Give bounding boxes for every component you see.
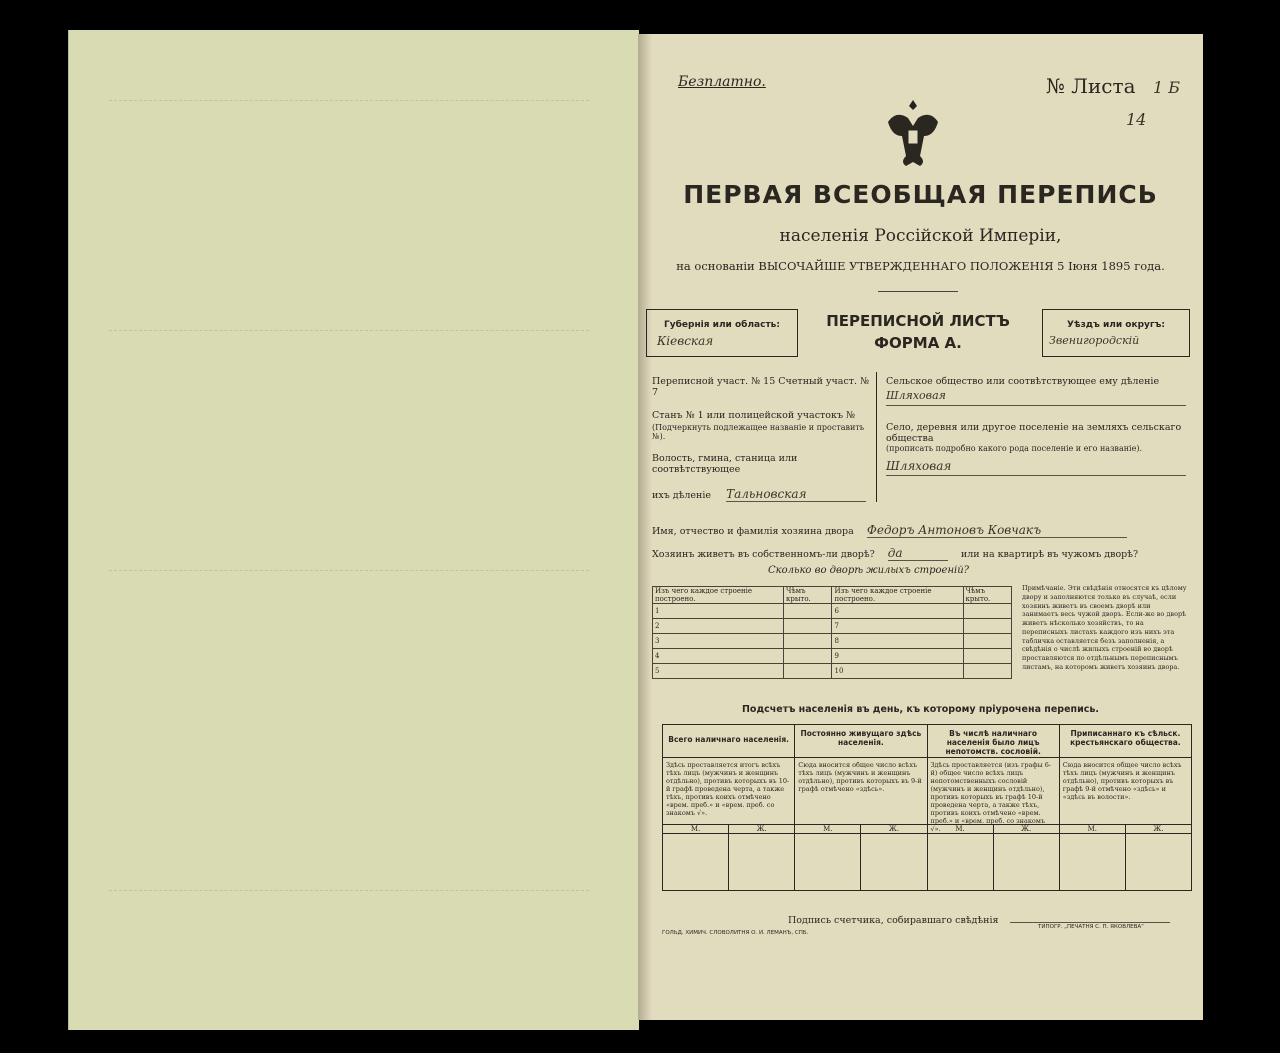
male-label: М. (663, 825, 729, 833)
buildings-row-number: 6 (832, 604, 963, 619)
buildings-row-number: 5 (653, 664, 784, 679)
count-col-desc: Сюда вносится общее число всѣхъ тѣхъ лицъ (мужчинъ и женщинъ отдѣльно), противъ которыхъ въ 9-й графѣ отмѣчено «здѣсь». (798, 761, 922, 793)
buildings-row-number: 3 (653, 634, 784, 649)
buildings-row-number: 9 (832, 649, 963, 664)
buildings-label: Сколько во дворѣ жилыхъ строеній? (768, 565, 970, 576)
census-form-page (638, 34, 1203, 1020)
village-value: Шляховая (886, 459, 1186, 476)
signature-label: Подпись счетчика, собиравшаго свѣдѣнія (788, 915, 999, 926)
count-col-header: Постоянно живущаго здѣсь населенія. (795, 725, 926, 758)
district-line: Переписной участ. № 15 Счетный участ. № 7 (652, 376, 870, 398)
lives-value: да (888, 546, 948, 561)
buildings-row-number: 2 (653, 619, 784, 634)
census-main-title: ПЕРВАЯ ВСЕОБЩАЯ ПЕРЕПИСЬ (683, 180, 1158, 209)
community-label: Сельское общество или соотвѣтствующее ему дѣленіе (886, 376, 1160, 387)
count-col-permanent (795, 725, 927, 890)
buildings-header: Чѣмъ крыто. (784, 587, 832, 604)
count-title: Подсчетъ населенія въ день, къ которому пріурочена перепись. (741, 704, 1100, 715)
count-col-nonhereditary (928, 725, 1060, 890)
count-col-desc: Здѣсь проставляется итогъ всѣхъ тѣхъ лицъ (мужчинъ и женщинъ отдѣльно), противъ которыхъ въ 10-й графѣ проведена черта, а также тѣхъ, противъ коихъ отмѣчено «врем. преб.» и «врем. преб. со знакомъ √». (666, 761, 790, 817)
village-note: (прописать подробно какого рода поселеніе и его названіе). (886, 444, 1142, 453)
male-label: М. (928, 825, 994, 833)
printer-left: ГОЛЬД. ХИМИЧ. СЛОВОЛИТНЯ О. И. ЛЕМАНЪ, СПБ. (662, 930, 809, 936)
volost-value: Тальновская (726, 487, 866, 502)
community-value: Шляховая (886, 389, 1186, 406)
form-title: ФОРМА А. (874, 334, 962, 352)
buildings-row-number: 10 (832, 664, 963, 679)
female-label: Ж. (888, 825, 899, 833)
count-col-desc: Здѣсь проставляется (изъ графы 6-й) общее число всѣхъ лицъ непотомственныхъ сословій (мужчинъ и женщинъ отдѣльно), противъ которыхъ въ графѣ 10-й проведена черта, а также тѣхъ, противъ коихъ отмѣчено «врем. преб.» и «врем. преб. со знакомъ √». (930, 761, 1052, 833)
owner-row (652, 519, 1187, 538)
count-col-header: Въ числѣ наличнаго населенія было лицъ непотомств. сословій. (928, 725, 1059, 758)
female-label: Ж. (1021, 825, 1032, 833)
male-label: М. (795, 825, 861, 833)
signature-line (1010, 922, 1170, 923)
buildings-row-number: 4 (653, 649, 784, 664)
district-box (1042, 309, 1190, 357)
count-col-header: Приписаннаго къ сѣльск. крестьянскаго общества. (1060, 725, 1191, 758)
buildings-table (652, 586, 1012, 679)
buildings-header: Изъ чего каждое строеніе построено. (653, 587, 784, 604)
stan-line: Станъ № 1 или полицейской участокъ № (652, 410, 856, 421)
buildings-note: Примѣчаніе. Эти свѣдѣнія относятся къ цѣлому двору и заполняются только въ случаѣ, если хозяинъ живетъ въ своемъ дворѣ или занимаетъ весь чужой дворъ. Если-же во дворѣ живетъ нѣсколько хозяйствъ, то на переписныхъ листахъ каждого изъ нихъ эта табличка оставляется безъ заполненія, а свѣдѣнія о числѣ жилыхъ строеній во дворѣ проставляются по отдѣльнымъ переписнымъ листамъ, на которомъ живетъ хозяинъ двора. (1022, 584, 1187, 671)
volost-line: Волость, гмина, станица или соотвѣтствующее (652, 453, 798, 475)
census-basis: на основаніи ВЫСОЧАЙШЕ УТВЕРЖДЕННАГО ПОЛОЖЕНІЯ 5 Іюня 1895 года. (676, 259, 1165, 273)
imperial-eagle-emblem (878, 92, 948, 172)
count-col-header: Всего наличнаго населенія. (663, 725, 794, 758)
stan-note: (Подчеркнуть подлежащее названіе и проставить №). (652, 423, 865, 441)
sheet-number-handwritten: 1 Б (1153, 78, 1181, 97)
village-label: Село, деревня или другое поселеніе на земляхъ сельскаго общества (886, 422, 1182, 444)
free-label: Безплатно. (678, 74, 766, 90)
residence-row (652, 542, 1187, 561)
male-label: М. (1060, 825, 1126, 833)
count-col-registered (1060, 725, 1191, 890)
sheet-title: ПЕРЕПИСНОЙ ЛИСТЪ (826, 312, 1010, 330)
census-subtitle: населенія Россійской Имперіи, (779, 226, 1062, 246)
sheet-number-handwritten-2: 14 (1126, 110, 1147, 129)
location-left-block (652, 372, 877, 502)
buildings-header: Чѣмъ крыто. (963, 587, 1011, 604)
volost-line-2: ихъ дѣленіе (652, 490, 711, 501)
owner-value: Федоръ Антоновъ Ковчакъ (867, 523, 1127, 538)
left-blank-page (68, 30, 639, 1030)
sheet-number-label: № Листа (1046, 74, 1136, 98)
province-label: Губернія или область: (664, 320, 780, 330)
ornament-divider (878, 291, 958, 292)
female-label: Ж. (756, 825, 767, 833)
location-right-block (886, 372, 1186, 502)
province-value: Кіевская (657, 334, 714, 348)
buildings-header: Изъ чего каждое строеніе построено. (832, 587, 963, 604)
district-label: Уѣздъ или округъ: (1067, 320, 1165, 330)
count-table (662, 724, 1192, 891)
buildings-row-number: 8 (832, 634, 963, 649)
female-label: Ж. (1153, 825, 1164, 833)
printer-right: ТИПОГР. „ПЕЧАТНЯ С. П. ЯКОВЛЕВА“ (1038, 924, 1144, 930)
rent-label: или на квартирѣ въ чужомъ дворѣ? (960, 549, 1139, 560)
count-col-total (663, 725, 795, 890)
buildings-row-number: 1 (653, 604, 784, 619)
buildings-row-number: 7 (832, 619, 963, 634)
lives-label: Хозяинъ живетъ въ собственномъ-ли дворѣ? (652, 549, 875, 560)
count-col-desc: Сюда вносится общее число всѣхъ тѣхъ лицъ (мужчинъ и женщинъ отдѣльно), противъ которыхъ въ графѣ 9-й отмѣчено «здѣсь» и «здѣсь въ волости». (1062, 761, 1182, 801)
province-box (646, 309, 798, 357)
district-value: Звенигородскій (1049, 334, 1140, 347)
owner-label: Имя, отчество и фамилія хозяина двора (652, 526, 854, 537)
